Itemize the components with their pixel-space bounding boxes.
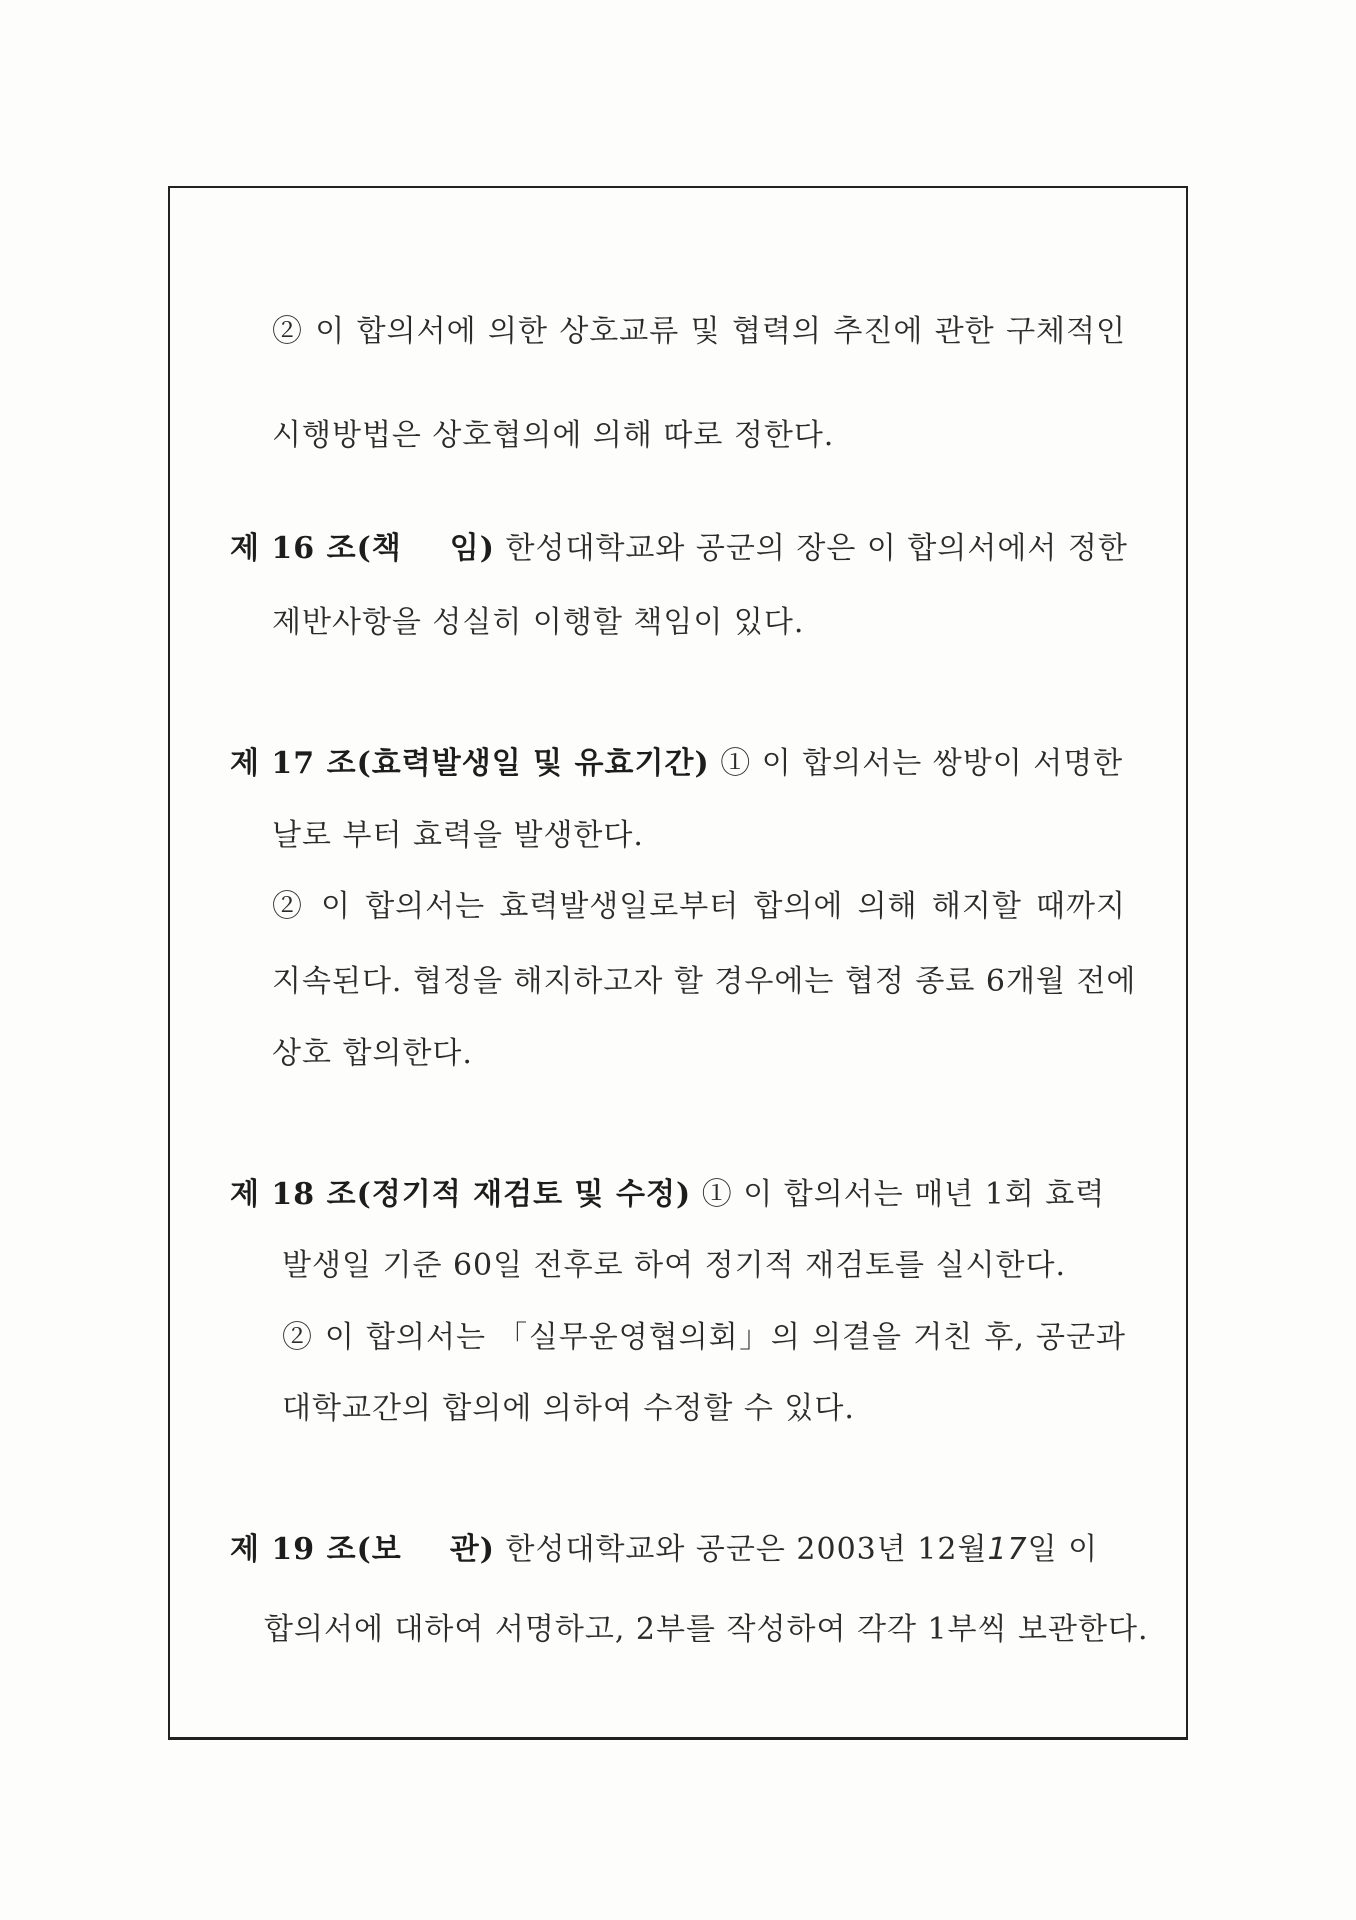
article19-text-a: 한성대학교와 공군은 2003년 12월 [505,1532,988,1567]
article17-heading: 제 17 조(효력발생일 및 유효기간) [230,746,710,781]
article18-line4: 대학교간의 합의에 의하여 수정할 수 있다. [282,1391,855,1426]
article19-text-b: 일 이 [1027,1532,1099,1567]
article17-line5: 상호 합의한다. [272,1036,473,1071]
article16-text: 한성대학교와 공군의 장은 이 합의서에서 정한 [505,531,1128,566]
article18-line3: ② 이 합의서는 「실무운영협의회」의 의결을 거친 후, 공군과 [282,1320,1126,1355]
article15-para2-line2: 시행방법은 상호협의에 의해 따로 정한다. [272,418,835,453]
article18-heading: 제 18 조(정기적 재검토 및 수정) [230,1177,692,1212]
article19-line2: 합의서에 대하여 서명하고, 2부를 작성하여 각각 1부씩 보관한다. [264,1612,1149,1647]
article16-heading-post: 임) [449,531,495,566]
article17-text: ① 이 합의서는 쌍방이 서명한 [720,746,1124,781]
article17-line3: ② 이 합의서는 효력발생일로부터 합의에 의해 해지할 때까지 [272,889,1126,924]
article17-line4: 지속된다. 협정을 해지하고자 할 경우에는 협정 종료 6개월 전에 [272,964,1137,999]
article16-line1 [230,529,1128,569]
article18-line2: 발생일 기준 60일 전후로 하여 정기적 재검토를 실시한다. [282,1248,1067,1283]
article18-line1 [230,1175,1105,1215]
article18-text: ① 이 합의서는 매년 1회 효력 [701,1177,1106,1212]
article17-line1 [230,744,1123,784]
article16-line2: 제반사항을 성실히 이행할 책임이 있다. [272,605,805,640]
article19-line1 [230,1530,1098,1570]
article16-heading-pre: 제 16 조(책 [230,531,402,566]
article17-line2: 날로 부터 효력을 발생한다. [272,818,644,853]
article19-heading-pre: 제 19 조(보 [230,1532,402,1567]
article19-heading-post: 관) [449,1532,495,1567]
article19-handwritten-day: 17 [987,1532,1028,1567]
article15-para2-line1: ② 이 합의서에 의한 상호교류 및 협력의 추진에 관한 구체적인 [272,314,1126,349]
